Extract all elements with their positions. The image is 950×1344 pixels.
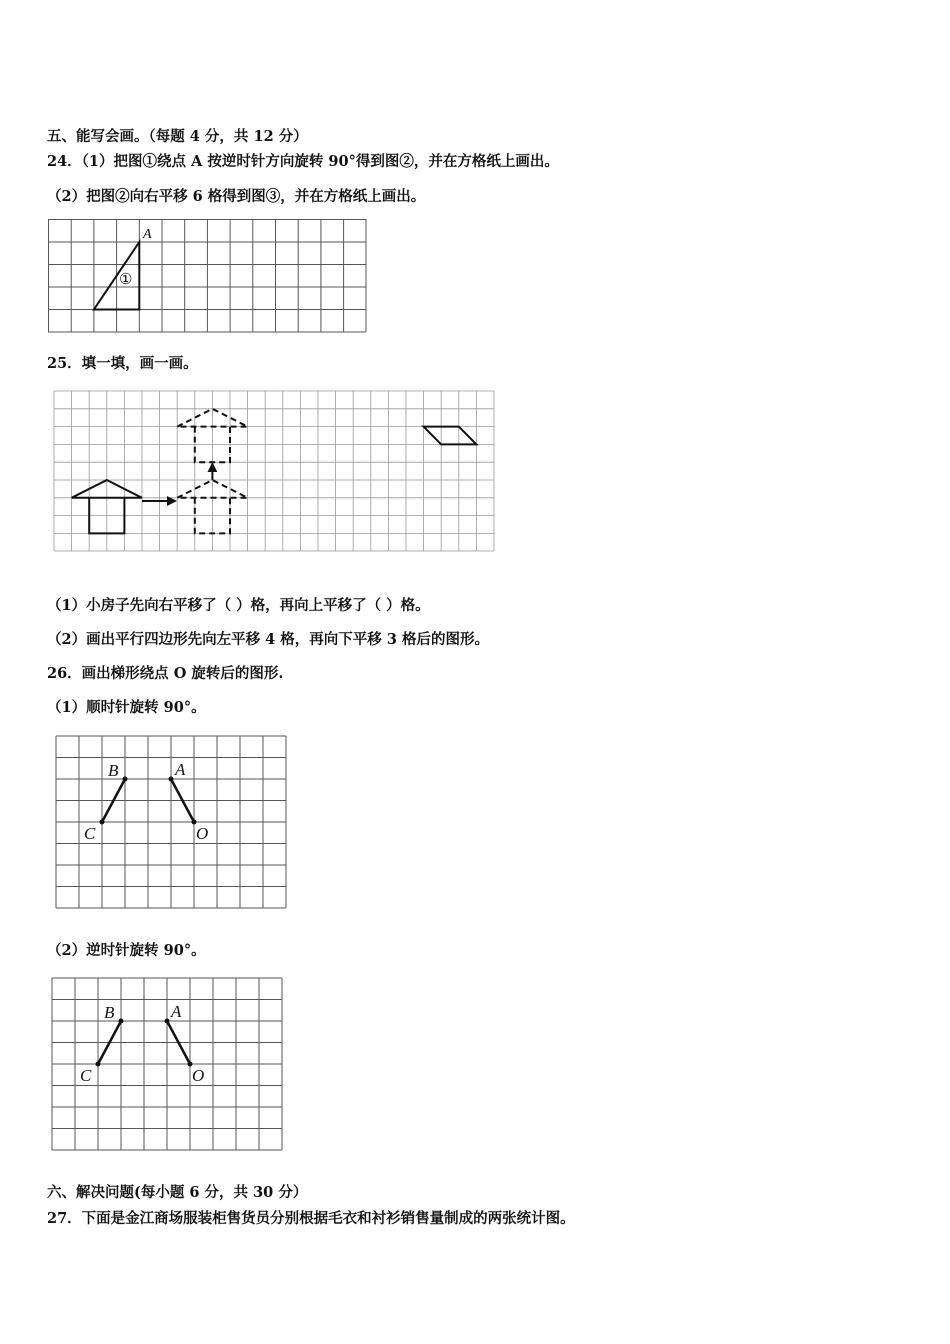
q26-point-c-1 bbox=[100, 820, 105, 825]
q24-label-figure-1: ① bbox=[119, 270, 133, 288]
q26-point-b-1 bbox=[123, 777, 128, 782]
q25-part1: （1）小房子先向右平移了（ ）格，再向上平移了（ ）格。 bbox=[47, 597, 430, 614]
q26-point-a-2 bbox=[165, 1019, 170, 1024]
q25-grid-lines bbox=[54, 391, 494, 551]
q25-arrow-up bbox=[208, 462, 218, 480]
q26-label-a-1: A bbox=[175, 760, 186, 779]
section-5-title: 五、能写会画。（每题 4 分，共 12 分） bbox=[47, 128, 308, 145]
q24-line1: 24．（1）把图①绕点 A 按逆时针方向旋转 90°得到图②，并在方格纸上画出。 bbox=[47, 153, 559, 170]
section-6-title: 六、解决问题(每小题 6 分，共 30 分） bbox=[47, 1184, 308, 1201]
q24-label-a: A bbox=[143, 227, 152, 242]
q26-title: 26．画出梯形绕点 O 旋转后的图形. bbox=[47, 665, 284, 682]
q26-part1: （1）顺时针旋转 90°。 bbox=[47, 699, 206, 716]
q26-label-b-1: B bbox=[108, 761, 119, 780]
q26-point-c-2 bbox=[96, 1062, 101, 1067]
q25-grid bbox=[54, 391, 496, 553]
q27-text: 27．下面是金江商场服装柜售货员分别根据毛衣和衬衫销售量制成的两张统计图。 bbox=[47, 1210, 575, 1227]
q26-point-a-1 bbox=[169, 777, 174, 782]
q26-label-c-1: C bbox=[84, 824, 96, 843]
q26-grid-counterclockwise bbox=[52, 978, 284, 1154]
q25-part2: （2）画出平行四边形先向左平移 4 格，再向下平移 3 格后的图形。 bbox=[47, 631, 489, 648]
q25-title: 25．填一填，画一画。 bbox=[47, 355, 198, 372]
q24-line2: （2）把图②向右平移 6 格得到图③，并在方格纸上画出。 bbox=[47, 188, 426, 205]
q24-grid-lines bbox=[48, 219, 366, 332]
q26-label-a-2: A bbox=[171, 1002, 182, 1021]
q26-label-o-2: O bbox=[192, 1066, 205, 1085]
q26-part2: （2）逆时针旋转 90°。 bbox=[47, 942, 206, 959]
q26-label-b-2: B bbox=[104, 1003, 115, 1022]
q25-parallelogram bbox=[424, 427, 477, 445]
q26-label-o-1: O bbox=[196, 824, 209, 843]
q26-point-b-2 bbox=[119, 1019, 124, 1024]
q26-grid-clockwise bbox=[56, 736, 288, 912]
q24-grid bbox=[48, 219, 368, 334]
q26-label-c-2: C bbox=[80, 1066, 92, 1085]
